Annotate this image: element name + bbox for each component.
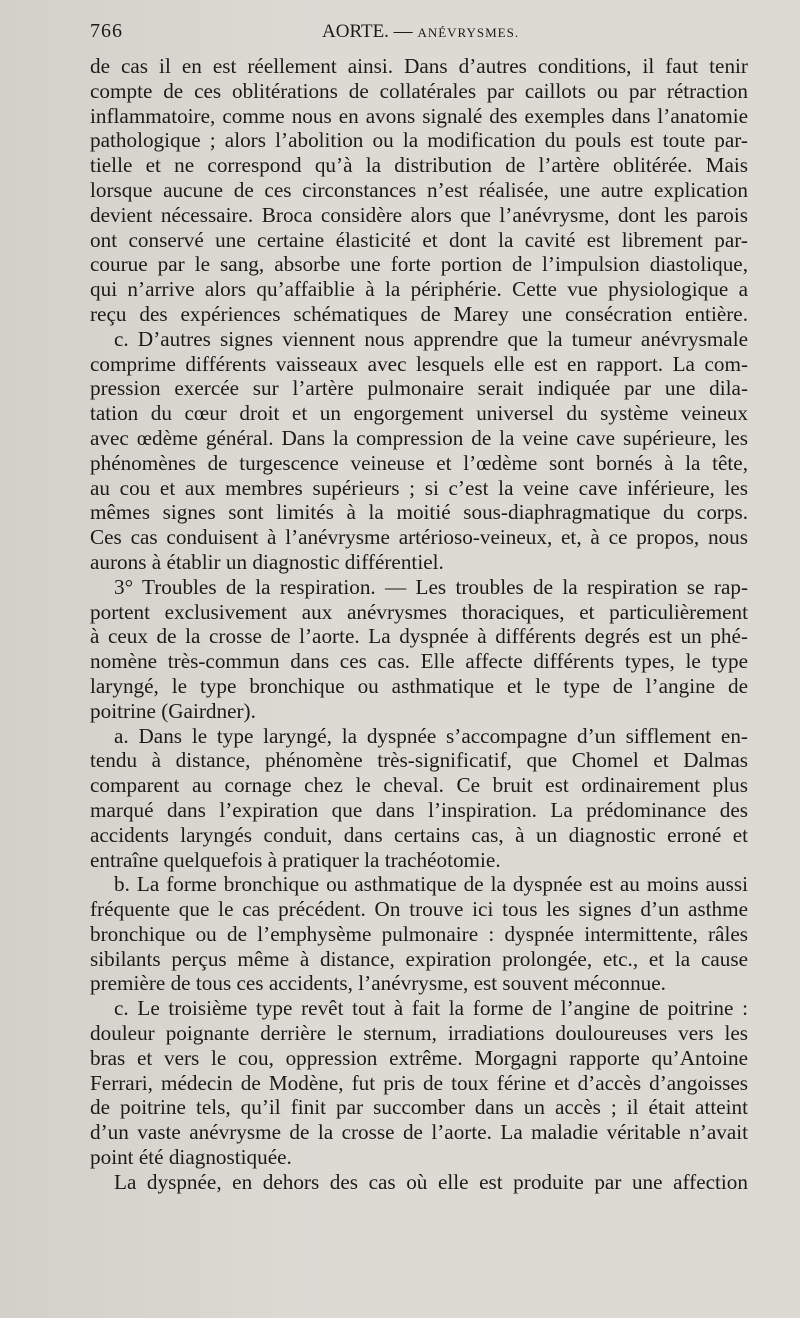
- text-line: fréquente que le cas précédent. On trouve ici tous les signes d’un asthme: [90, 897, 748, 922]
- text-line: comprime différents vaisseaux avec lesquels elle est en rapport. La com-: [90, 351, 748, 376]
- text-line: tation du cœur droit et un engorgement universel du système veineux: [90, 401, 748, 426]
- text-line: de cas il en est réellement ainsi. Dans d’autres conditions, il faut tenir: [90, 54, 748, 78]
- page-number: 766: [90, 20, 123, 42]
- text-line: à ceux de la crosse de l’aorte. La dyspnée à différents degrés est un phé-: [90, 624, 748, 649]
- running-head: [322, 21, 519, 43]
- text-line: c. D’autres signes viennent nous apprendre que la tumeur anévrysmale: [114, 326, 748, 351]
- text-line: inflammatoire, comme nous en avons signalé des exemples dans l’anatomie: [90, 103, 748, 128]
- text-line: ont conservé une certaine élasticité et dont la cavité est librement par-: [90, 227, 748, 252]
- text-line: aurons à établir un diagnostic différentiel.: [90, 549, 444, 574]
- text-line: laryngé, le type bronchique ou asthmatique et le type de l’angine de: [90, 673, 748, 698]
- text-line: première de tous ces accidents, l’anévrysme, est souvent méconnue.: [90, 971, 666, 996]
- text-line: avec œdème général. Dans la compression de la veine cave supérieure, les: [90, 425, 748, 450]
- text-line: lorsque aucune de ces circonstances n’est réalisée, une autre explication: [90, 177, 748, 202]
- text-line: au cou et aux membres supérieurs ; si c’est la veine cave inférieure, les: [90, 475, 748, 500]
- text-line: a. Dans le type laryngé, la dyspnée s’accompagne d’un sifflement en-: [114, 723, 748, 748]
- text-line: pression exercée sur l’artère pulmonaire serait indiquée par une dila-: [90, 376, 748, 401]
- text-line: entraîne quelquefois à pratiquer la trachéotomie.: [90, 847, 501, 872]
- text-line: marqué dans l’expiration que dans l’inspiration. La prédominance des: [90, 797, 748, 822]
- text-line: bras et vers le cou, oppression extrême. Morgagni rapporte qu’Antoine: [90, 1045, 748, 1070]
- text-line: devient nécessaire. Broca considère alors que l’anévrysme, dont les parois: [90, 202, 748, 227]
- running-head-title: AORTE. —: [322, 21, 413, 42]
- text-line: La dyspnée, en dehors des cas où elle est produite par une affection: [114, 1169, 748, 1194]
- body-text: [90, 54, 748, 1195]
- text-line: compte de ces oblitérations de collatérales par caillots ou par rétraction: [90, 78, 748, 103]
- text-line: comparent au cornage chez le cheval. Ce bruit est ordinairement plus: [90, 773, 748, 798]
- text-line: bronchique ou de l’emphysème pulmonaire : dyspnée intermittente, râles: [90, 921, 748, 946]
- text-line: d’un vaste anévrysme de la crosse de l’aorte. La maladie véritable n’avait: [90, 1120, 748, 1145]
- text-line: courue par le sang, absorbe une forte portion de l’impulsion diastolique,: [90, 252, 748, 277]
- text-line: qui n’arrive alors qu’affaiblie à la périphérie. Cette vue physiologique a: [90, 277, 748, 302]
- text-line: douleur poignante derrière le sternum, irradiations douloureuses vers les: [90, 1021, 748, 1046]
- text-line: Ces cas conduisent à l’anévrysme artérioso-veineux, et, à ce propos, nous: [90, 525, 748, 550]
- text-line: point été diagnostiquée.: [90, 1145, 292, 1170]
- text-line: de poitrine tels, qu’il finit par succomber dans un accès ; il était atteint: [90, 1095, 748, 1120]
- text-line: tielle et ne correspond qu’à la distribution de l’artère oblitérée. Mais: [90, 153, 748, 178]
- text-line: pathologique ; alors l’abolition ou la modification du pouls est toute par-: [90, 128, 748, 153]
- page-header: [90, 14, 754, 48]
- text-line: Ferrari, médecin de Modène, fut pris de toux férine et d’accès d’angoisses: [90, 1070, 748, 1095]
- text-line: sibilants perçus même à distance, expiration prolongée, etc., et la cause: [90, 946, 748, 971]
- text-line: c. Le troisième type revêt tout à fait la forme de l’angine de poitrine :: [114, 996, 748, 1021]
- text-line: nomène très-commun dans ces cas. Elle affecte différents types, le type: [90, 649, 748, 674]
- text-line: tendu à distance, phénomène très-significatif, que Chomel et Dalmas: [90, 748, 748, 773]
- text-line: accidents laryngés conduit, dans certains cas, à un diagnostic erroné et: [90, 822, 748, 847]
- text-line: 3° Troubles de la respiration. — Les troubles de la respiration se rap-: [114, 574, 748, 599]
- text-line: poitrine (Gairdner).: [90, 698, 256, 723]
- text-line: portent exclusivement aux anévrysmes thoraciques, et particulièrement: [90, 599, 748, 624]
- text-line: phénomènes de turgescence veineuse et l’œdème sont bornés à la tête,: [90, 450, 748, 475]
- running-head-subtitle: ANÉVRYSMES.: [417, 25, 520, 40]
- text-line: reçu des expériences schématiques de Marey une consécration entière.: [90, 301, 748, 326]
- text-line: mêmes signes sont limités à la moitié sous-diaphragmatique du corps.: [90, 500, 748, 525]
- text-line: b. La forme bronchique ou asthmatique de la dyspnée est au moins aussi: [114, 872, 748, 897]
